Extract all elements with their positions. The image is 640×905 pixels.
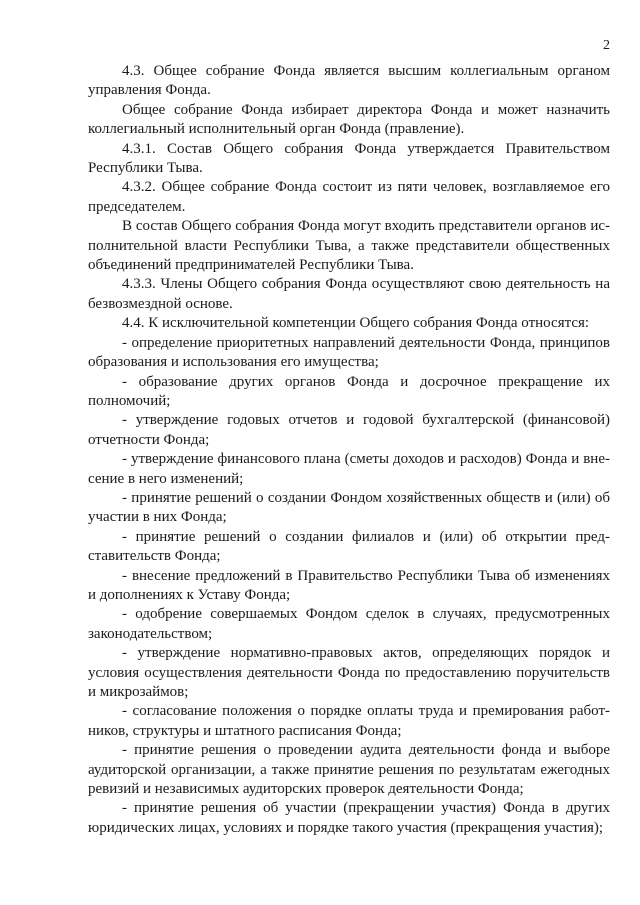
list-item: - утверждение годовых отчетов и годовой бухгалтерской (финансовой) отчетности Фонда; (88, 412, 610, 448)
list-item: - принятие решений о создании филиалов и (или) об открытии представительств Фонда; (88, 528, 610, 565)
paragraph: 4.3. Общее собрание Фонда является высшим коллегиальным органом управления Фонда. (88, 63, 610, 99)
list-item: - согласование положения о порядке оплаты труда и премирования работников, структуры и штатного расписания Фонда; (88, 703, 610, 739)
paragraph: 4.3.3. Члены Общего собрания Фонда осуществляют свою деятельность на безвозмездной основе. (88, 276, 610, 312)
list-item: - утверждение нормативно-правовых актов, определяющих порядок и условия осуществления деятельности Фонда по предоставлению поручительств и микрозаймов; (88, 645, 610, 700)
paragraph: В состав Общего собрания Фонда могут входить представители органов исполнительной власти Республики Тыва, а также представители общественных объединений предпринимателей Республики Тыва. (88, 218, 610, 274)
list-item: - определение приоритетных направлений деятельности Фонда, принципов образования и использования его имущества; (88, 334, 610, 371)
list-item: - принятие решения о проведении аудита деятельности фонда и выборе аудиторской организации, а также принятие решения по результатам ежегодных ревизий и независимых аудиторских проверок деятельности Фонда; (88, 742, 610, 798)
document-body (88, 62, 610, 838)
section-heading-paragraph: 4.4. К исключительной компетенции Общего собрания Фонда относятся: (122, 315, 590, 332)
paragraph: 4.3.2. Общее собрание Фонда состоит из пяти человек, возглавляемое его председателем. (88, 179, 610, 215)
list-item: - одобрение совершаемых Фондом сделок в случаях, предусмотренных законодательством; (88, 606, 610, 642)
list-item: - принятие решения об участии (прекращении участия) Фонда в других юридических лицах, условиях и порядке такого участия (прекращения участия); (88, 800, 610, 836)
list-item: - образование других органов Фонда и досрочное прекращение их полномочий; (88, 373, 610, 409)
page-number: 2 (603, 38, 610, 53)
list-item: - утверждение финансового плана (сметы доходов и расходов) Фонда и внесение в него изменений; (88, 451, 610, 487)
list-item: - внесение предложений в Правительство Республики Тыва об изменениях и дополнениях к Уставу Фонда; (88, 567, 610, 603)
paragraph: 4.3.1. Состав Общего собрания Фонда утверждается Правительством Республики Тыва. (88, 140, 610, 177)
paragraph: Общее собрание Фонда избирает директора Фонда и может назначить коллегиальный исполнительный орган Фонда (правление). (88, 101, 610, 138)
list-item: - принятие решений о создании Фондом хозяйственных обществ и (или) об участии в них Фонда; (88, 489, 610, 526)
